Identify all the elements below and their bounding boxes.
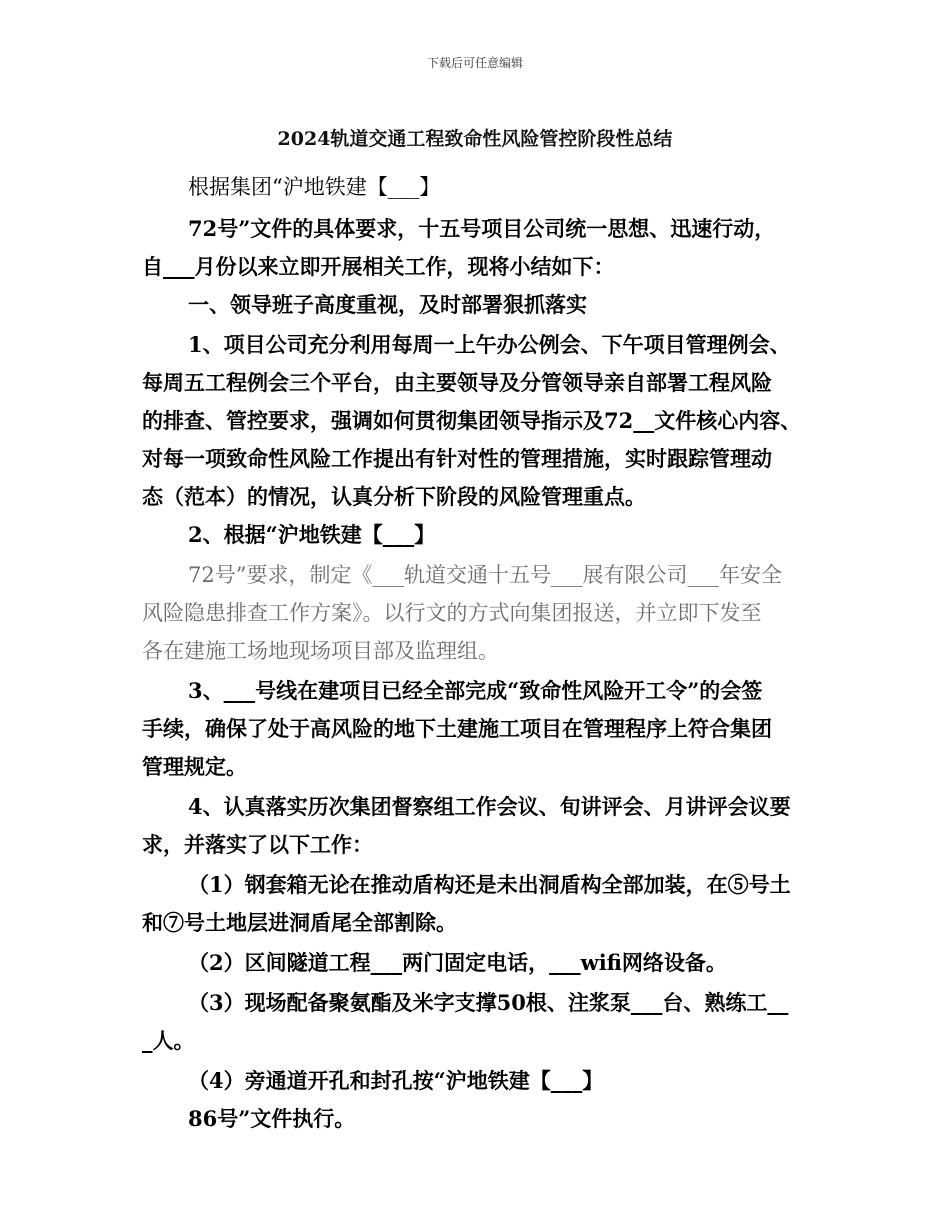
paragraph-line: 1、项目公司充分利用每周一上午办公例会、下午项目管理例会、 [188, 332, 791, 357]
section-heading: 一、领导班子高度重视，及时部署狠抓落实 [188, 292, 587, 317]
paragraph-line: 风险隐患排查工作方案》。以行文的方式向集团报送，并立即下发至 [142, 601, 762, 625]
document-title: 2024轨道交通工程致命性风险管控阶段性总结 [277, 128, 673, 150]
paragraph-line: 2、根据“沪地铁建【___】 [188, 522, 436, 547]
paragraph-line: 根据集团“沪地铁建【___】 [188, 175, 441, 199]
list-item-line: （1）钢套箱无论在推动盾构还是未出洞盾构全部加装，在⑤号土 [188, 872, 791, 897]
paragraph-line: 每周五工程例会三个平台，由主要领导及分管领导亲自部署工程风险 [142, 370, 772, 395]
document-body [142, 170, 822, 1136]
paragraph-line: 的排查、管控要求，强调如何贯彻集团领导指示及72__文件核心内容、 [142, 408, 802, 433]
paragraph-line: 72号”文件的具体要求，十五号项目公司统一思想、迅速行动， [188, 216, 776, 241]
paragraph-line: 自___月份以来立即开展相关工作，现将小结如下： [142, 254, 615, 279]
paragraph-line: 72号”要求，制定《___轨道交通十五号___展有限公司___年安全 [188, 563, 782, 587]
paragraph-line: 手续，确保了处于高风险的地下土建施工项目在管理程序上符合集团 [142, 716, 772, 741]
paragraph-line: 求，并落实了以下工作： [142, 832, 373, 857]
paragraph-line: 各在建施工场地现场项目部及监理组。 [142, 639, 499, 663]
list-item-line: （4）旁通道开孔和封孔按“沪地铁建【___】 [188, 1068, 604, 1093]
list-item-line: （2）区间隧道工程___两门固定电话，___wifi网络设备。 [188, 950, 727, 975]
paragraph-line: 态（范本）的情况，认真分析下阶段的风险管理重点。 [142, 484, 646, 509]
paragraph-line: 对每一项致命性风险工作提出有针对性的管理措施，实时跟踪管理动 [142, 446, 772, 471]
list-item-line: （3）现场配备聚氨酯及米字支撑50根、注浆泵___台、熟练工__ [188, 990, 789, 1015]
list-item-line: 86号”文件执行。 [188, 1106, 356, 1131]
paragraph-line: 4、认真落实历次集团督察组工作会议、旬讲评会、月讲评会议要 [188, 794, 791, 819]
page-header: 下载后可任意编辑 [426, 56, 523, 70]
paragraph-line: 3、___号线在建项目已经全部完成“致命性风险开工令”的会签 [188, 678, 763, 703]
list-item-line: _人。 [142, 1028, 195, 1053]
paragraph-line: 管理规定。 [142, 754, 247, 779]
list-item-line: 和⑦号土地层进洞盾尾全部割除。 [142, 910, 457, 935]
